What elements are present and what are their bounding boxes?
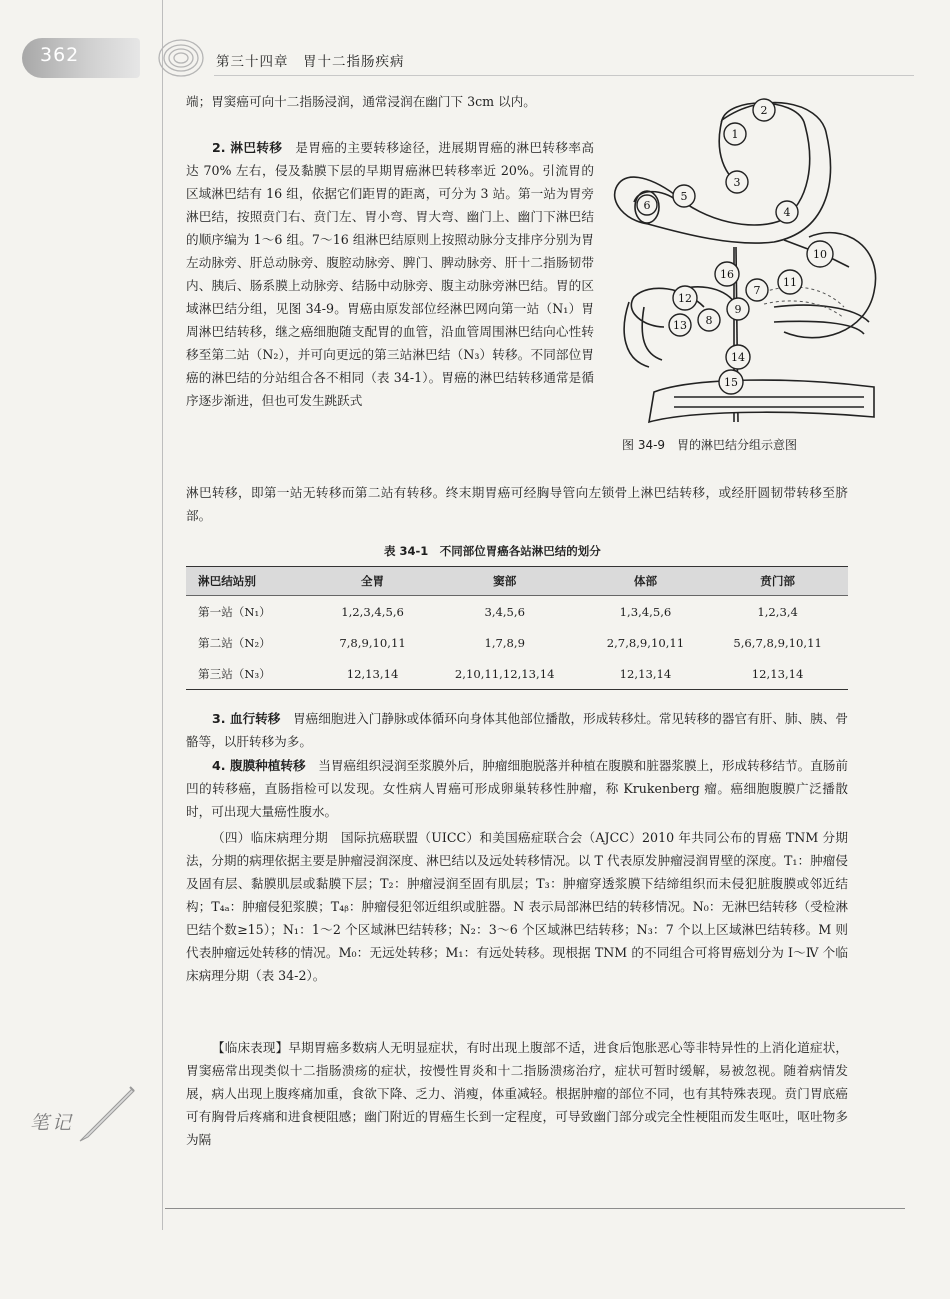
header-rule — [214, 75, 914, 76]
clinical-heading: 【临床表现】 — [212, 1040, 289, 1055]
table-row — [186, 658, 848, 690]
svg-text:3: 3 — [733, 176, 741, 189]
svg-text:9: 9 — [734, 303, 742, 316]
paragraph-peritoneal-metastasis — [186, 754, 848, 823]
table-cell: 第一站（N₁） — [198, 604, 271, 619]
svg-text:8: 8 — [705, 314, 713, 327]
svg-text:5: 5 — [680, 190, 688, 203]
table-cell: 1,7,8,9 — [484, 635, 525, 650]
table-header: 体部 — [584, 567, 708, 596]
peritoneal-heading: 4. 腹膜种植转移 — [212, 758, 306, 773]
table-caption: 表 34-1 不同部位胃癌各站淋巴结的划分 — [384, 544, 601, 558]
svg-text:6: 6 — [643, 199, 651, 212]
node-label-12 — [673, 286, 697, 310]
node-label-1 — [724, 123, 746, 145]
table-cell: 12,13,14 — [584, 658, 708, 690]
bottom-rule — [165, 1208, 905, 1209]
table-cell: 3,4,5,6 — [484, 604, 525, 619]
table-cell: 2,7,8,9,10,11 — [606, 635, 685, 650]
node-label-2 — [753, 99, 775, 121]
paragraph-staging — [186, 826, 848, 987]
node-label-8 — [698, 309, 720, 331]
table-cell: 12,13,14 — [707, 658, 848, 690]
svg-text:1: 1 — [731, 128, 739, 141]
table-header: 窦部 — [426, 567, 584, 596]
staging-heading: （四）临床病理分期 — [212, 830, 329, 845]
table-cell: 1,2,3,4,5,6 — [341, 604, 404, 619]
svg-text:7: 7 — [753, 284, 761, 297]
swirl-ornament-icon — [156, 36, 206, 80]
blood-text: 胃癌细胞进入门静脉或体循环向身体其他部位播散，形成转移灶。常见转移的器官有肝、肺、胰、骨骼等，以肝转移为多。 — [186, 711, 849, 749]
table-header: 淋巴结站别 — [186, 567, 319, 596]
svg-text:13: 13 — [673, 319, 687, 332]
table-cell: 第二站（N₂） — [198, 635, 271, 650]
table-cell: 7,8,9,10,11 — [339, 635, 406, 650]
node-label-4 — [776, 201, 798, 223]
lymph-heading: 2. 淋巴转移 — [212, 140, 283, 155]
paragraph-invasion: 端；胃窦癌可向十二指肠浸润，通常浸润在幽门下 3cm 以内。 — [186, 94, 536, 109]
paragraph-lymph-cont: 淋巴转移，即第一站无转移而第二站有转移。终末期胃癌可经胸导管向左锁骨上淋巴结转移，或经肝圆韧带转移至脐部。 — [186, 485, 848, 523]
chapter-title: 第三十四章 胃十二指肠疾病 — [216, 54, 405, 70]
peritoneal-text: 当胃癌组织浸润至浆膜外后，肿瘤细胞脱落并种植在腹膜和脏器浆膜上，形成转移结节。直肠前凹的转移癌，直肠指检可以发现。女性病人胃癌可形成卵巢转移性肿瘤，称 Krukenberg 瘤。癌细胞腹膜广泛播散时，可出现大量癌性腹水。 — [186, 758, 849, 819]
table-row — [186, 627, 848, 658]
node-label-15 — [719, 370, 743, 394]
paragraph-lymph-metastasis — [186, 136, 594, 412]
paragraph-clinical — [186, 1036, 848, 1151]
node-label-13 — [669, 314, 691, 336]
svg-text:10: 10 — [813, 248, 827, 261]
figure-caption: 图 34-9 胃的淋巴结分组示意图 — [622, 438, 798, 452]
table-cell: 第三站（N₃） — [186, 658, 319, 690]
notes-margin-label: 笔记 — [30, 1112, 75, 1134]
svg-text:2: 2 — [760, 104, 768, 117]
table-header: 全胃 — [319, 567, 425, 596]
paragraph-blood-metastasis — [186, 707, 848, 753]
node-label-6 — [637, 195, 657, 215]
node-label-14 — [726, 345, 750, 369]
node-label-16 — [715, 262, 739, 286]
table-cell: 12,13,14 — [319, 658, 425, 690]
svg-text:11: 11 — [783, 276, 797, 289]
table-cell: 2,10,11,12,13,14 — [426, 658, 584, 690]
node-label-11 — [778, 270, 802, 294]
table-header: 贲门部 — [707, 567, 848, 596]
lymph-text: 是胃癌的主要转移途径，进展期胃癌的淋巴转移率高达 70% 左右，侵及黏膜下层的早期胃癌淋巴转移率近 20%。引流胃的区域淋巴结有 16 组，依据它们距胃的距离，可分为 3 站。第一站为胃旁淋巴结，按照贲门右、贲门左、胃小弯、胃大弯、幽门上、幽门下淋巴结的顺序编为 1～6 组。7～16 组淋巴结原则上按照动脉分支排序分别为胃左动脉旁、肝总动脉旁、腹腔动脉旁、脾门、脾动脉旁、肝十二指肠韧带内、胰后、肠系膜上动脉旁、结肠中动脉旁、腹主动脉旁淋巴结。胃的区域淋巴结分组，见图 34-9。胃癌由原发部位经淋巴网向第一站（N₁）胃周淋巴结转移，继之癌细胞随支配胃的血管，沿血管周围淋巴结向心性转移至第二站（N₂），并可向更远的第三站淋巴结（N₃）转移。不同部位胃癌的淋巴结的分站组合各不相同（表 34-1）。胃癌的淋巴结转移通常是循序逐步渐进，但也可发生跳跃式 — [186, 140, 595, 408]
svg-text:12: 12 — [678, 292, 692, 305]
margin-divider — [162, 0, 163, 1230]
node-label-9 — [727, 298, 749, 320]
node-label-3 — [726, 171, 748, 193]
svg-text:4: 4 — [783, 206, 791, 219]
svg-text:14: 14 — [731, 351, 745, 364]
clinical-text: 早期胃癌多数病人无明显症状，有时出现上腹部不适，进食后饱胀恶心等非特异性的上消化道症状，胃窦癌常出现类似十二指肠溃疡的症状，按慢性胃炎和十二指肠溃疡治疗，症状可暂时缓解，易被忽视。随着病情发展，病人出现上腹疼痛加重，食欲下降、乏力、消瘦，体重减轻。根据肿瘤的部位不同，也有其特殊表现。贲门胃底癌可有胸骨后疼痛和进食梗阻感；幽门附近的胃癌生长到一定程度，可导致幽门部分或完全性梗阻而发生呕吐，呕吐物多为隔 — [186, 1040, 849, 1147]
table-cell: 5,6,7,8,9,10,11 — [733, 635, 822, 650]
page-number: 362 — [40, 44, 80, 66]
table-row — [186, 596, 848, 628]
table-cell: 1,3,4,5,6 — [619, 604, 672, 619]
pen-icon — [72, 1085, 136, 1145]
svg-text:16: 16 — [720, 268, 734, 281]
table-header-row — [186, 567, 848, 596]
svg-text:15: 15 — [724, 376, 738, 389]
table-cell: 1,2,3,4 — [757, 604, 798, 619]
node-label-7 — [746, 279, 768, 301]
node-label-5 — [673, 185, 695, 207]
lymph-station-table — [186, 566, 848, 690]
node-label-10 — [807, 241, 833, 267]
staging-text: 国际抗癌联盟（UICC）和美国癌症联合会（AJCC）2010 年共同公布的胃癌 TNM 分期法，分期的病理依据主要是肿瘤浸润深度、淋巴结以及远处转移情况。以 T 代表原发肿瘤浸润胃壁的深度。T₁：肿瘤侵及固有层、黏膜肌层或黏膜下层；T₂：肿瘤浸润至固有肌层；T₃：肿瘤穿透浆膜下结缔组织而未侵犯脏腹膜或邻近结构；T₄ₐ：肿瘤侵犯浆膜；T₄ᵦ：肿瘤侵犯邻近组织或脏器。N 表示局部淋巴结的转移情况。N₀：无淋巴结转移（受检淋巴结个数≥15）；N₁：1～2 个区域淋巴结转移；N₂：3～6 个区域淋巴结转移；N₃：7 个以上区域淋巴结转移。M 则代表肿瘤远处转移的情况。M₀：无远处转移；M₁：有远处转移。现根据 TNM 的不同组合可将胃癌划分为 Ⅰ～Ⅳ 个临床病理分期（表 34-2）。 — [186, 830, 849, 983]
blood-heading: 3. 血行转移 — [212, 711, 281, 726]
lymph-node-diagram — [604, 92, 924, 427]
